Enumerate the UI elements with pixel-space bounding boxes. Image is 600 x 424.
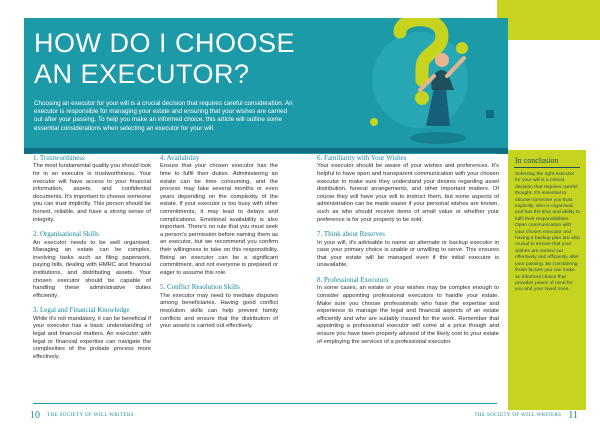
section-heading: 7. Think about Reserves: [317, 230, 385, 239]
conclusion-body: Selecting the right executor for your will is a critical decision that requires careful thought. It's essential to choose someone you trust implicitly, who is organised, and has the time and ability to fulfil their responsibilities. Open communication with your chosen executor and having a backup plan are also crucial to ensure that your wishes are carried out effectively and efficiently after your passing. By considering these factors you can make an informed choice that provides peace of mind for you and your loved ones.: [515, 172, 580, 293]
corner-accent: [497, 0, 600, 40]
section-heading: 2. Organisational Skills: [33, 230, 99, 239]
person-question-illustration: [350, 18, 508, 148]
column-bottom-rule: [33, 403, 497, 404]
footer-brand-left: THE SOCIETY OF WILL WRITERS: [47, 412, 134, 418]
footer-right: [471, 406, 578, 424]
page-number-left: 10: [30, 409, 40, 421]
section-heading: 6. Familiarity with Your Wishes: [317, 154, 407, 162]
conclusion-sidebar: [508, 150, 586, 410]
section-body: In your will, it's advisable to name an alternate or backup executor in case your primary choice is unable or unwilling to serve. This ensures that your estate will be managed even if the initial executor is unavailable.: [317, 239, 499, 269]
conclusion-rule: [514, 167, 580, 168]
column-3: [317, 154, 499, 352]
section-body: The executor may need to mediate disputes among beneficiaries. Having good conflict resolution skills can help prevent family conflicts and ensure that the distribution of your assets is carried out effectively.: [160, 292, 278, 330]
section-legal-financial-knowledge: [33, 306, 151, 361]
conclusion-heading: In conclusion: [515, 156, 559, 165]
section-availability: [160, 154, 278, 277]
section-heading: 4. Availability: [160, 154, 200, 162]
section-heading: 1. Trustworthiness: [33, 154, 85, 162]
section-familiarity-wishes: [317, 154, 499, 224]
section-body: An executor needs to be well organised. Managing an estate can be complex, involving tasks such as filing paperwork, paying bills, dealing with HMRC and financial institutions, and distributing assets. Your chosen executor should be capable of handling these administrative duties efficiently.: [33, 239, 151, 299]
hero-banner: [24, 18, 508, 154]
column-2: [160, 154, 278, 337]
section-body: Your executor should be aware of your wishes and preferences. It's helpful to have open and transparent communication with your chosen executor to make sure they understand your desires regarding asset distribution, funeral arrangements, and other important matters. Of course they will have your will to instruct them, but some aspects of administration can be made easier if your personal wishes are known, such as who should receive items of small value or whether your preference is for your property to be sold.: [317, 163, 499, 223]
intro-paragraph: Choosing an executor for your will is a crucial decision that requires careful consideration. An executor is responsible for managing your estate and ensuring that your wishes are carried out after your passing. To help you make an informed choice, this article will outline some essential considerations when selecting an executor for your will.: [34, 100, 293, 132]
section-heading: 8. Professional Executors: [317, 275, 389, 284]
section-body: Ensure that your chosen executor has the time to fulfil their duties. Administering an estate can be time consuming, and the process may take several months or even years depending on the complexity of the estate. If your executor is too busy with other commitments, it may lead to delays and complications. Emotional availability is also important. There's no rule that you must seek a person's permission before naming them as an executor, but we recommend you confirm their willingness to take on this responsibility. Being an executor can be a significant commitment, and not everyone is prepared or eager to assume this role.: [160, 163, 278, 276]
section-reserves: [317, 230, 499, 270]
section-organisational-skills: [33, 230, 151, 300]
page-number-right: 11: [568, 409, 578, 421]
footer-brand-right: THE SOCIETY OF WILL WRITERS: [474, 412, 562, 418]
section-heading: 3. Legal and Financial Knowledge: [33, 306, 130, 315]
section-conflict-resolution: [160, 283, 278, 330]
section-heading: 5. Conflict Resolution Skills: [160, 283, 240, 292]
section-body: In some cases, an estate or your wishes may be complex enough to consider appointing professional executors to handle your estate. Make sure you choose professionals who have the expertise and experience to manage the legal and financial aspects of an estate efficiently and who are suitably insured for the work. Remember that appointing a professional executor will come at a price though and ensure you have been properly advised of the likely cost to your estate of employing the services of a professional executor.: [317, 285, 499, 345]
section-body: The most fundamental quality you should look for in an executor is trustworthiness. Your executor will have access to your financial information, assets, and confidential documents. It's important to choose someone you can trust implicitly. This person should be honest, reliable, and have a strong sense of integrity.: [33, 163, 151, 223]
section-professional-executors: [317, 276, 499, 346]
footer-left: [30, 406, 137, 424]
page-title: HOW DO I CHOOSE AN EXECUTOR?: [34, 28, 296, 89]
section-body: While it's not mandatory, it can be beneficial if your executor has a basic understanding of legal and financial matters. An executor with legal or financial expertise can navigate the complexities of the probate process more effectively.: [33, 315, 151, 360]
column-1: [33, 154, 151, 367]
section-trustworthiness: [33, 154, 151, 224]
